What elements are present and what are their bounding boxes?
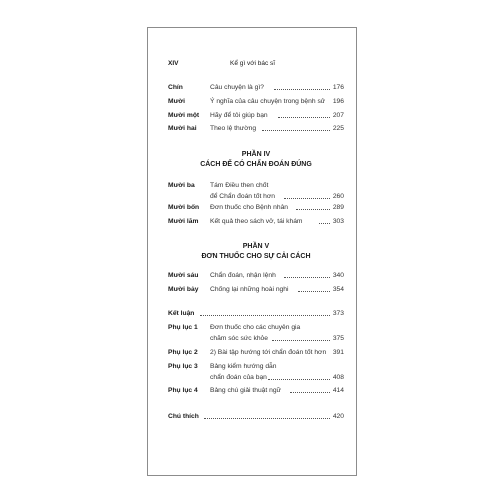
page-number: 373 [332, 310, 344, 317]
chapter-title-line2: để Chẩn đoán tốt hơn [210, 193, 275, 200]
chapter-label: Mười ba [168, 182, 195, 189]
toc-entry [168, 82, 344, 93]
part-title: PHẦN IV [241, 151, 271, 158]
part-subtitle: ĐƠN THUỐC CHO SỰ CẢI CÁCH [201, 253, 311, 260]
chapter-title-line2: chăm sóc sức khỏe [210, 335, 268, 342]
chapter-label: Phụ lục 1 [168, 324, 198, 331]
leader-dots [284, 198, 330, 199]
page-number-roman: XIV [168, 60, 179, 67]
leader-dots [278, 117, 330, 118]
chapter-title: Bảng chú giải thuật ngữ [210, 387, 282, 394]
toc-entry [168, 110, 344, 121]
leader-dots [298, 291, 330, 292]
page-number: 354 [332, 286, 344, 293]
toc-entry [168, 322, 344, 344]
page-number: 414 [332, 387, 344, 394]
leader-dots [200, 315, 330, 316]
chapter-label: Kết luận [168, 310, 195, 317]
page-number: 225 [332, 125, 344, 132]
chapter-label: Mười bốn [168, 204, 200, 211]
chapter-title: Chẩn đoán, nhận lệnh [210, 272, 276, 279]
chapter-label: Phụ lục 3 [168, 363, 198, 370]
toc-entry [168, 385, 344, 396]
toc-entry [168, 180, 344, 202]
leader-dots [284, 277, 330, 278]
chapter-title: Bảng kiểm hướng dẫn [210, 363, 277, 370]
part-heading [168, 242, 344, 262]
page-number: 375 [332, 335, 344, 342]
toc-entry [168, 347, 344, 358]
leader-dots [204, 418, 330, 419]
page-number: 303 [332, 218, 344, 225]
leader-dots [319, 223, 330, 224]
chapter-title: Tám Điều then chốt [210, 182, 269, 189]
chapter-label: Mười hai [168, 125, 197, 132]
toc-entry [168, 308, 344, 319]
leader-dots [268, 379, 330, 380]
chapter-title: Kết quả theo sách vở, tái khám [210, 218, 303, 225]
leader-dots [290, 392, 330, 393]
leader-dots [274, 89, 330, 90]
page-number: 176 [332, 84, 344, 91]
part-title: PHẦN V [242, 243, 270, 250]
chapter-label: Phụ lục 4 [168, 387, 198, 394]
toc-entry [168, 96, 344, 107]
chapter-title-line2: chẩn đoán của bạn [210, 374, 267, 381]
chapter-title: Câu chuyện là gì? [210, 84, 264, 91]
chapter-label: Mười một [168, 112, 200, 119]
page-number: 391 [332, 349, 344, 356]
toc-entry [168, 361, 344, 383]
toc-entry [168, 216, 344, 227]
chapter-label: Mười lăm [168, 218, 199, 225]
leader-dots [272, 340, 330, 341]
chapter-label: Phụ lục 2 [168, 349, 198, 356]
chapter-title: 2) Bài tập hướng tới chẩn đoán tốt hơn [210, 349, 327, 356]
page-number: 260 [332, 193, 344, 200]
leader-dots [262, 130, 330, 131]
toc-entry [168, 284, 344, 295]
part-heading [168, 150, 344, 170]
chapter-label: Chú thích [168, 413, 199, 420]
page-number: 196 [332, 98, 344, 105]
chapter-title: Đơn thuốc cho các chuyên gia [210, 324, 301, 331]
chapter-title: Đơn thuốc cho Bệnh nhân [210, 204, 289, 211]
running-title: Kể gì với bác sĩ [230, 60, 276, 67]
page-number: 289 [332, 204, 344, 211]
toc-entry [168, 411, 344, 422]
chapter-title: Theo lệ thường [210, 125, 257, 132]
toc-entry [168, 123, 344, 134]
page-number: 408 [332, 374, 344, 381]
page-number: 340 [332, 272, 344, 279]
chapter-label: Chín [168, 84, 183, 91]
chapter-label: Mười sáu [168, 272, 199, 279]
chapter-title: Ý nghĩa của câu chuyện trong bệnh sử [210, 98, 326, 105]
chapter-title: Chống lại những hoài nghi [210, 286, 289, 293]
page-number: 207 [332, 112, 344, 119]
part-subtitle: CÁCH ĐỂ CÓ CHẨN ĐOÁN ĐÚNG [200, 161, 312, 168]
page-number: 420 [332, 413, 344, 420]
chapter-label: Mười [168, 98, 186, 105]
chapter-label: Mười bảy [168, 286, 199, 293]
leader-dots [296, 209, 330, 210]
toc-entry [168, 270, 344, 281]
toc-entry [168, 202, 344, 213]
chapter-title: Hãy để tôi giúp bạn [210, 112, 268, 119]
